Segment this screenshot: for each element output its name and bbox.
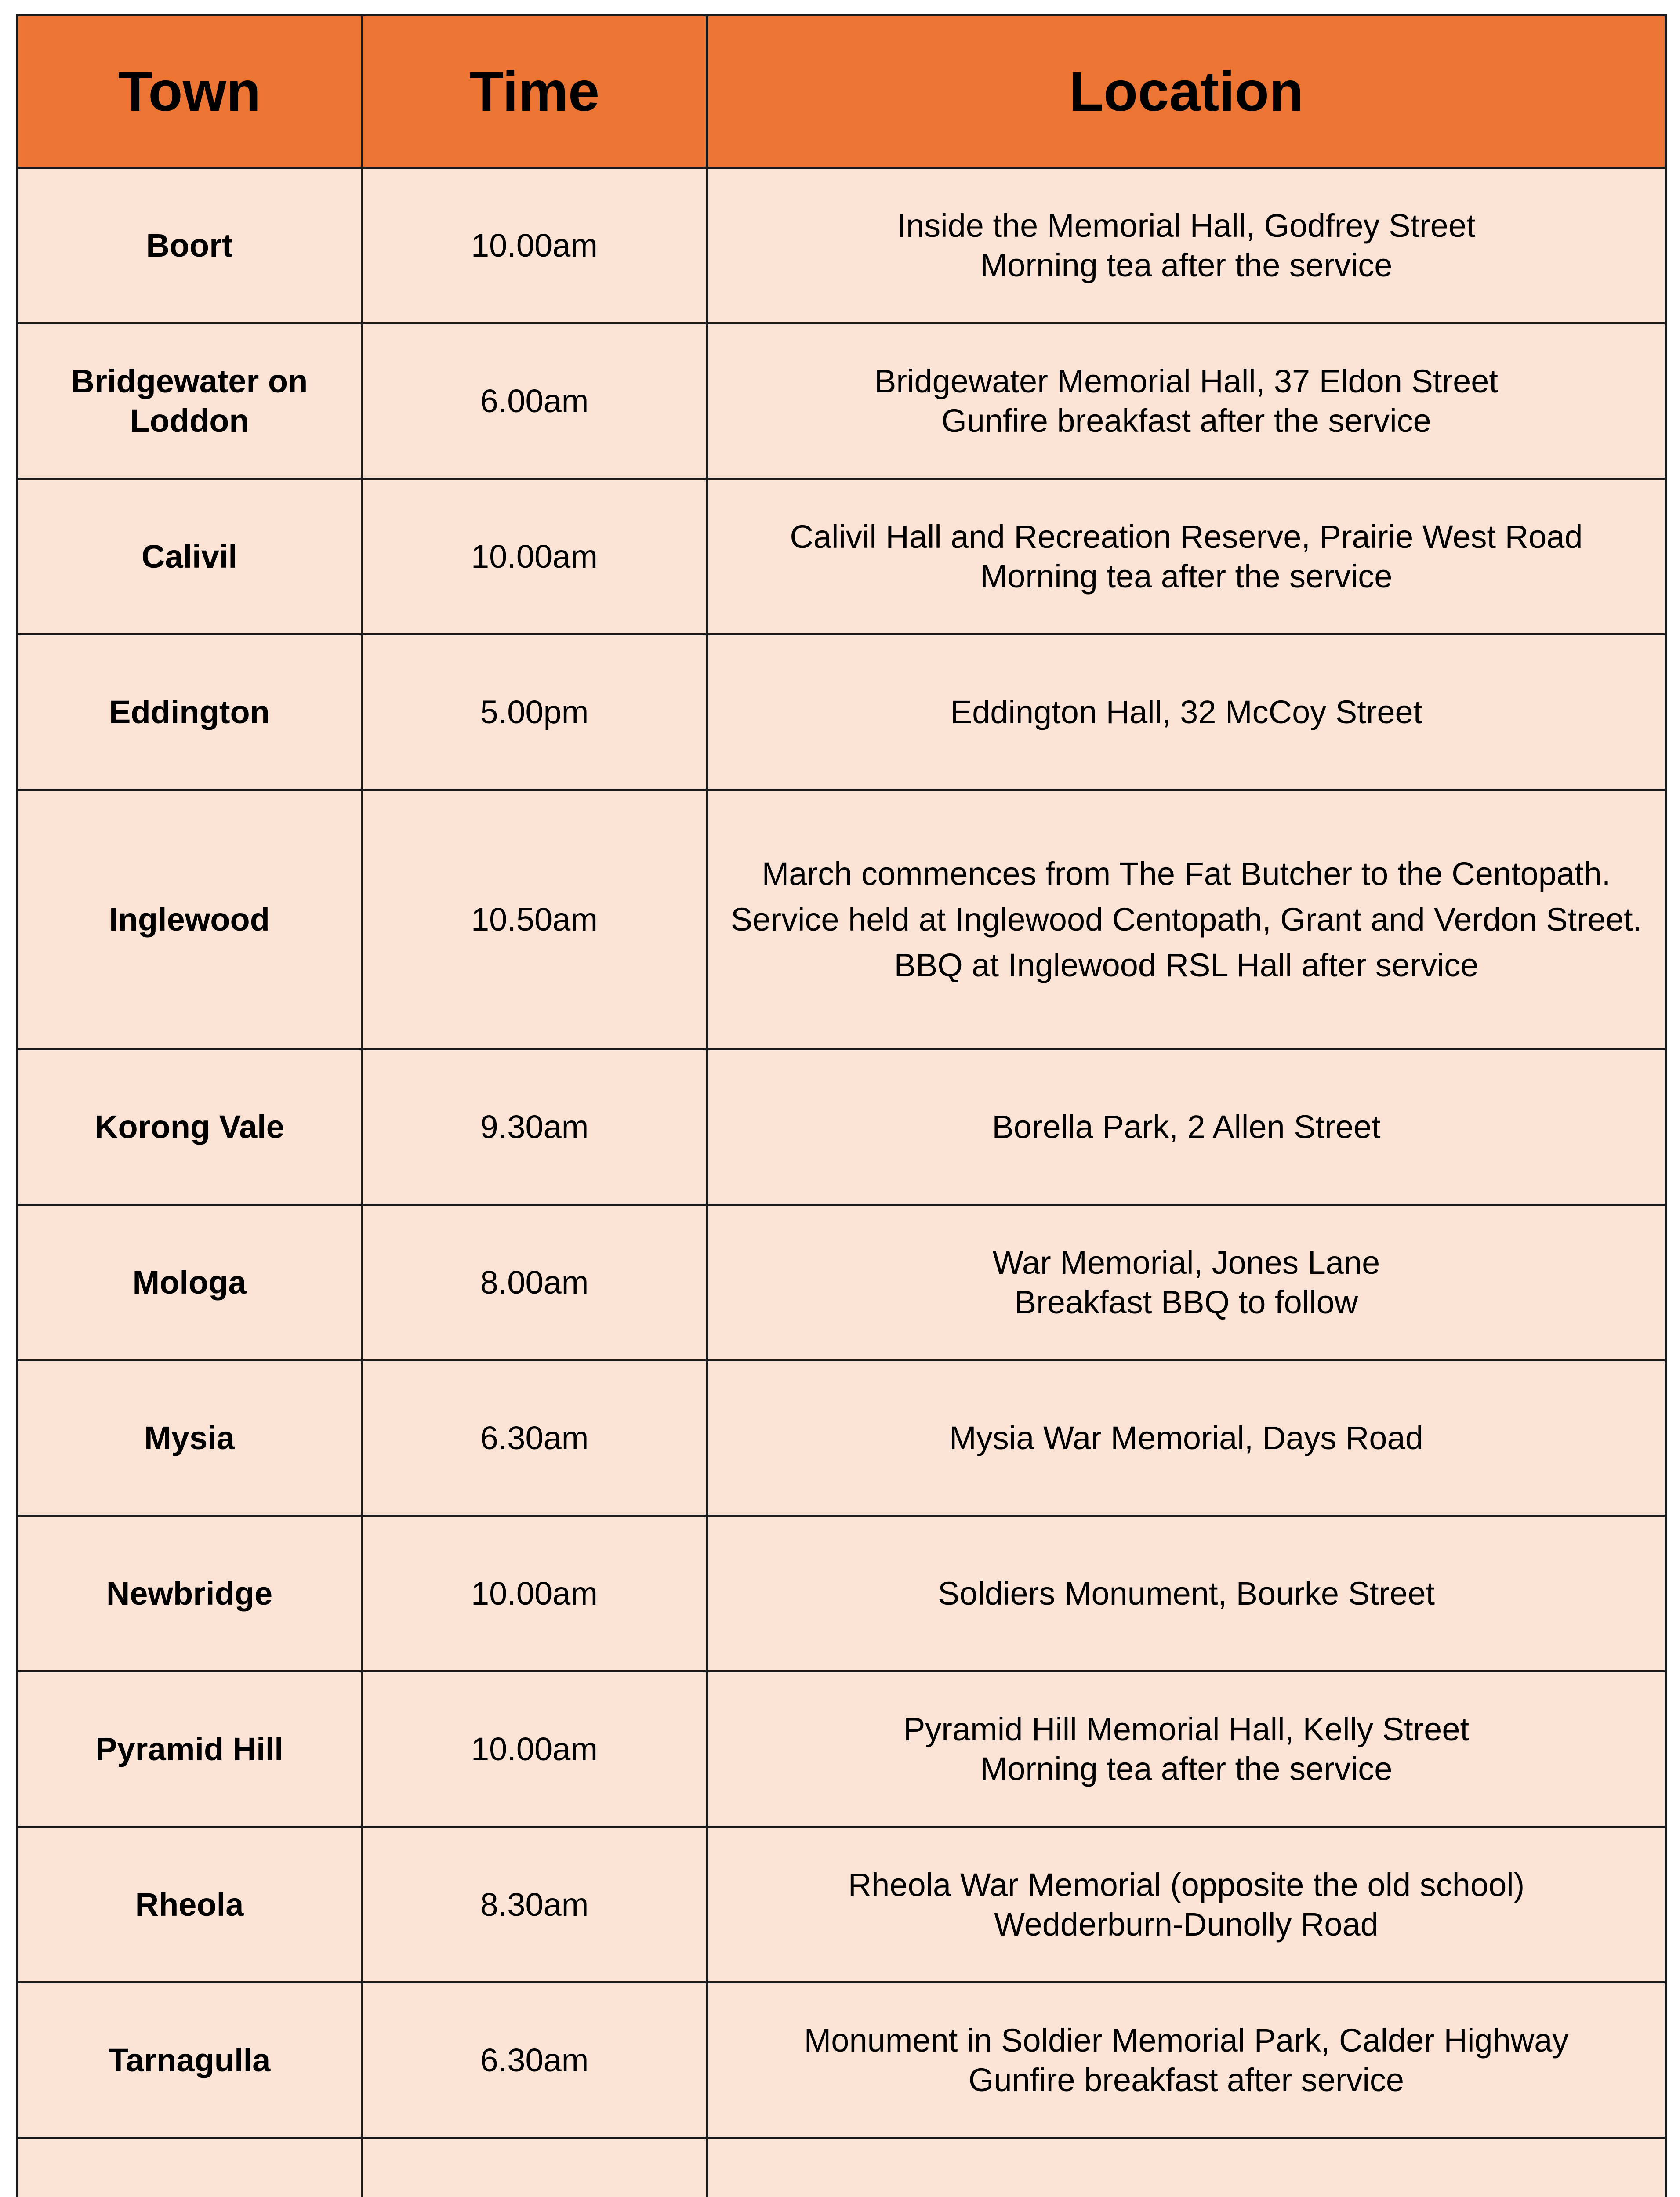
table-row: [17, 168, 1666, 323]
location-line: Mysia War Memorial, Days Road: [949, 1419, 1423, 1456]
table-row: [17, 1049, 1666, 1205]
table-row: [17, 2138, 1666, 2197]
table-row: [17, 1827, 1666, 1983]
location-cell: [707, 1983, 1666, 2138]
location-cell: [707, 1049, 1666, 1205]
town-cell: Tarnagulla: [17, 1983, 362, 2138]
location-line: BBQ at Inglewood RSL Hall after service: [894, 946, 1479, 983]
location-line: Pyramid Hill Memorial Hall, Kelly Street: [903, 1711, 1470, 1747]
table-body: [17, 168, 1666, 2197]
header-time: Time: [362, 15, 707, 168]
location-cell: [707, 168, 1666, 323]
location-line: Monument in Soldier Memorial Park, Calder Highway: [804, 2022, 1569, 2059]
location-cell: [707, 479, 1666, 634]
location-line: Wedderburn-Dunolly Road: [994, 1906, 1379, 1943]
location-line: Soldiers Monument, Bourke Street: [937, 1575, 1435, 1612]
location-line: Inside the Memorial Hall, Godfrey Street: [897, 207, 1476, 244]
location-cell: [707, 1360, 1666, 1516]
location-cell: [707, 1827, 1666, 1983]
location-cell: [707, 1671, 1666, 1827]
table-header: [17, 15, 1666, 168]
location-cell: [707, 323, 1666, 479]
table-row: [17, 790, 1666, 1049]
town-cell: Mysia: [17, 1360, 362, 1516]
time-cell: 10.00am: [362, 168, 707, 323]
time-cell: 10.00am: [362, 1671, 707, 1827]
location-cell: [707, 1516, 1666, 1671]
location-line: Morning tea after the service: [980, 1750, 1393, 1787]
location-line: Rheola War Memorial (opposite the old school): [848, 1866, 1525, 1903]
town-cell: [17, 2138, 362, 2197]
time-cell: 6.30am: [362, 1983, 707, 2138]
schedule-table: [16, 14, 1667, 2197]
table-row: [17, 323, 1666, 479]
header-location: Location: [707, 15, 1666, 168]
table-row: [17, 1671, 1666, 1827]
table-row: [17, 1983, 1666, 2138]
location-line: March commences from The Fat Butcher to the Centopath.: [762, 855, 1611, 892]
time-cell: 10.50am: [362, 790, 707, 1049]
location-line: Service held at Inglewood Centopath, Grant and Verdon Street.: [730, 901, 1642, 938]
time-cell: 10.00am: [362, 479, 707, 634]
town-cell: Inglewood: [17, 790, 362, 1049]
location-line: Bridgewater Memorial Hall, 37 Eldon Street: [874, 363, 1498, 399]
location-cell: [707, 634, 1666, 790]
location-line: Calivil Hall and Recreation Reserve, Prairie West Road: [790, 518, 1583, 555]
time-cell: [362, 2138, 707, 2197]
location-line: Borella Park, 2 Allen Street: [992, 1108, 1381, 1145]
time-cell: 8.00am: [362, 1205, 707, 1360]
table-row: [17, 1205, 1666, 1360]
town-cell: Boort: [17, 168, 362, 323]
time-cell: 6.30am: [362, 1360, 707, 1516]
town-cell: Rheola: [17, 1827, 362, 1983]
location-line: Morning tea after the service: [980, 558, 1393, 595]
location-line: Morning tea after the service: [980, 247, 1393, 283]
time-cell: 8.30am: [362, 1827, 707, 1983]
time-cell: 6.00am: [362, 323, 707, 479]
town-cell: Mologa: [17, 1205, 362, 1360]
location-line: Gunfire breakfast after service: [968, 2061, 1404, 2098]
town-cell: Calivil: [17, 479, 362, 634]
town-cell: Pyramid Hill: [17, 1671, 362, 1827]
town-cell: Newbridge: [17, 1516, 362, 1671]
town-cell: Korong Vale: [17, 1049, 362, 1205]
location-cell: [707, 2138, 1666, 2197]
time-cell: 10.00am: [362, 1516, 707, 1671]
table-row: [17, 479, 1666, 634]
time-cell: 9.30am: [362, 1049, 707, 1205]
header-town: Town: [17, 15, 362, 168]
table-row: [17, 1516, 1666, 1671]
location-line: Breakfast BBQ to follow: [1014, 1283, 1358, 1320]
location-line: Eddington Hall, 32 McCoy Street: [950, 693, 1422, 730]
table-row: [17, 1360, 1666, 1516]
location-line: Gunfire breakfast after the service: [941, 402, 1431, 439]
location-cell: [707, 790, 1666, 1049]
location-cell: [707, 1205, 1666, 1360]
table-row: [17, 634, 1666, 790]
town-cell: Eddington: [17, 634, 362, 790]
service-schedule: [16, 14, 1665, 2197]
location-line: War Memorial, Jones Lane: [992, 1244, 1380, 1281]
time-cell: 5.00pm: [362, 634, 707, 790]
town-cell: Bridgewater on Loddon: [17, 323, 362, 479]
header-row: [17, 15, 1666, 168]
